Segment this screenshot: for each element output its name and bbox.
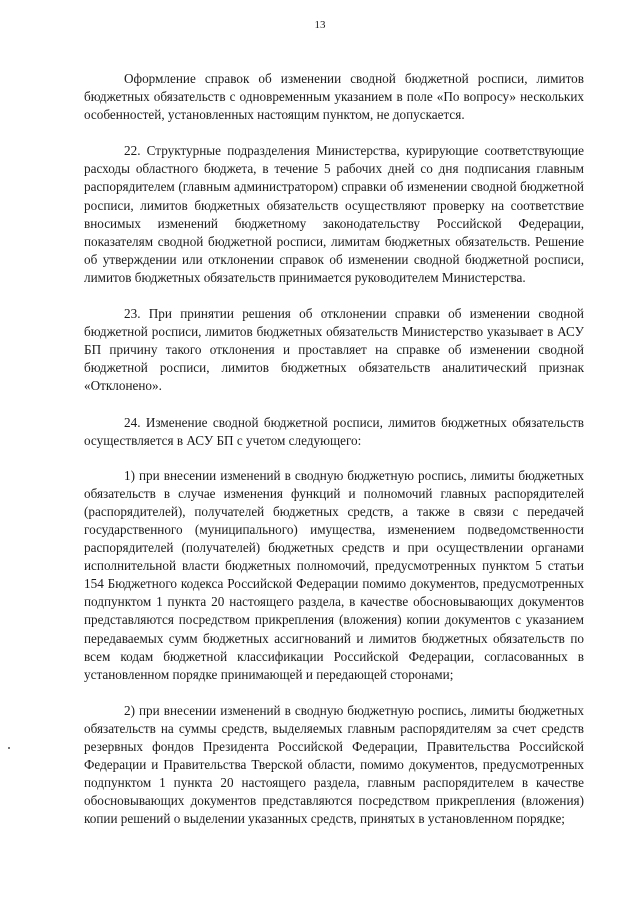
paragraph-item-23: 23. При принятии решения об отклонении справки об изменении сводной бюджетной росписи, лимитов бюджетных обязательств Министерство указывает в АСУ БП причину такого отклонения и проставляет на справке об изменении сводной бюджетной росписи, лимитов бюджетных обязательств аналитический признак «Отклонено». — [84, 306, 584, 394]
paragraph-subitem-2: 2) при внесении изменений в сводную бюджетную роспись, лимиты бюджетных обязательств на суммы средств, выделяемых главным распорядителям за счет средств резервных фондов Президента Российской Федерации, Правительства Российской Федерации и Правительства Тверской области, помимо документов, предусмотренных подпунктом 1 пункта 20 настоящего раздела, главным распорядителем в качестве обосновывающих документов представляются посредством прикрепления (вложения) копии решений о выделении указанных средств, принятых в установленном порядке; — [84, 702, 584, 827]
paragraph-subitem-1: 1) при внесении изменений в сводную бюджетную роспись, лимиты бюджетных обязательств в случае изменения функций и полномочий главных распорядителей (распорядителей), получателей бюджетных средств, а также в связи с передачей государственного (муниципального) имущества, изменением подведомственности распорядителей (получателей) бюджетных средств и при осуществлении органами исполнительной власти бюджетных полномочий, предусмотренных пунктом 5 статьи 154 Бюджетного кодекса Российской Федерации помимо документов, предусмотренных подпунктом 1 пункта 20 настоящего раздела, в качестве обосновывающих документов представляются посредством прикрепления (вложения) копии документов с указанием передаваемых сумм бюджетных ассигнований и лимитов бюджетных обязательств по всем кодам бюджетной классификации Российской Федерации, согласованных в установленном порядке принимающей и передающей сторонами; — [84, 467, 584, 682]
paragraph-item-24: 24. Изменение сводной бюджетной росписи, лимитов бюджетных обязательств осуществляется в АСУ БП с учетом следующего: — [84, 414, 584, 448]
margin-speck — [8, 747, 10, 749]
document-body — [84, 70, 584, 846]
paragraph-formatting-note: Оформление справок об изменении сводной бюджетной росписи, лимитов бюджетных обязательств с одновременным указанием в поле «По вопросу» нескольких особенностей, установленных настоящим пунктом, не допускается. — [84, 71, 584, 123]
page-number: 13 — [314, 19, 326, 31]
paragraph-item-22: 22. Структурные подразделения Министерства, курирующие соответствующие расходы областного бюджета, в течение 5 рабочих дней со дня подписания главным распорядителем (главным администратором) справки об изменении сводной бюджетной росписи, лимитов бюджетных обязательств осуществляют проверку на соответствие вносимых изменений бюджетному законодательству Российской Федерации, показателям сводной бюджетной росписи, лимитам бюджетных обязательств. Решение об утверждении или отклонении справок об изменении сводной бюджетной росписи, лимитов бюджетных обязательств принимается руководителем Министерства. — [84, 143, 584, 285]
